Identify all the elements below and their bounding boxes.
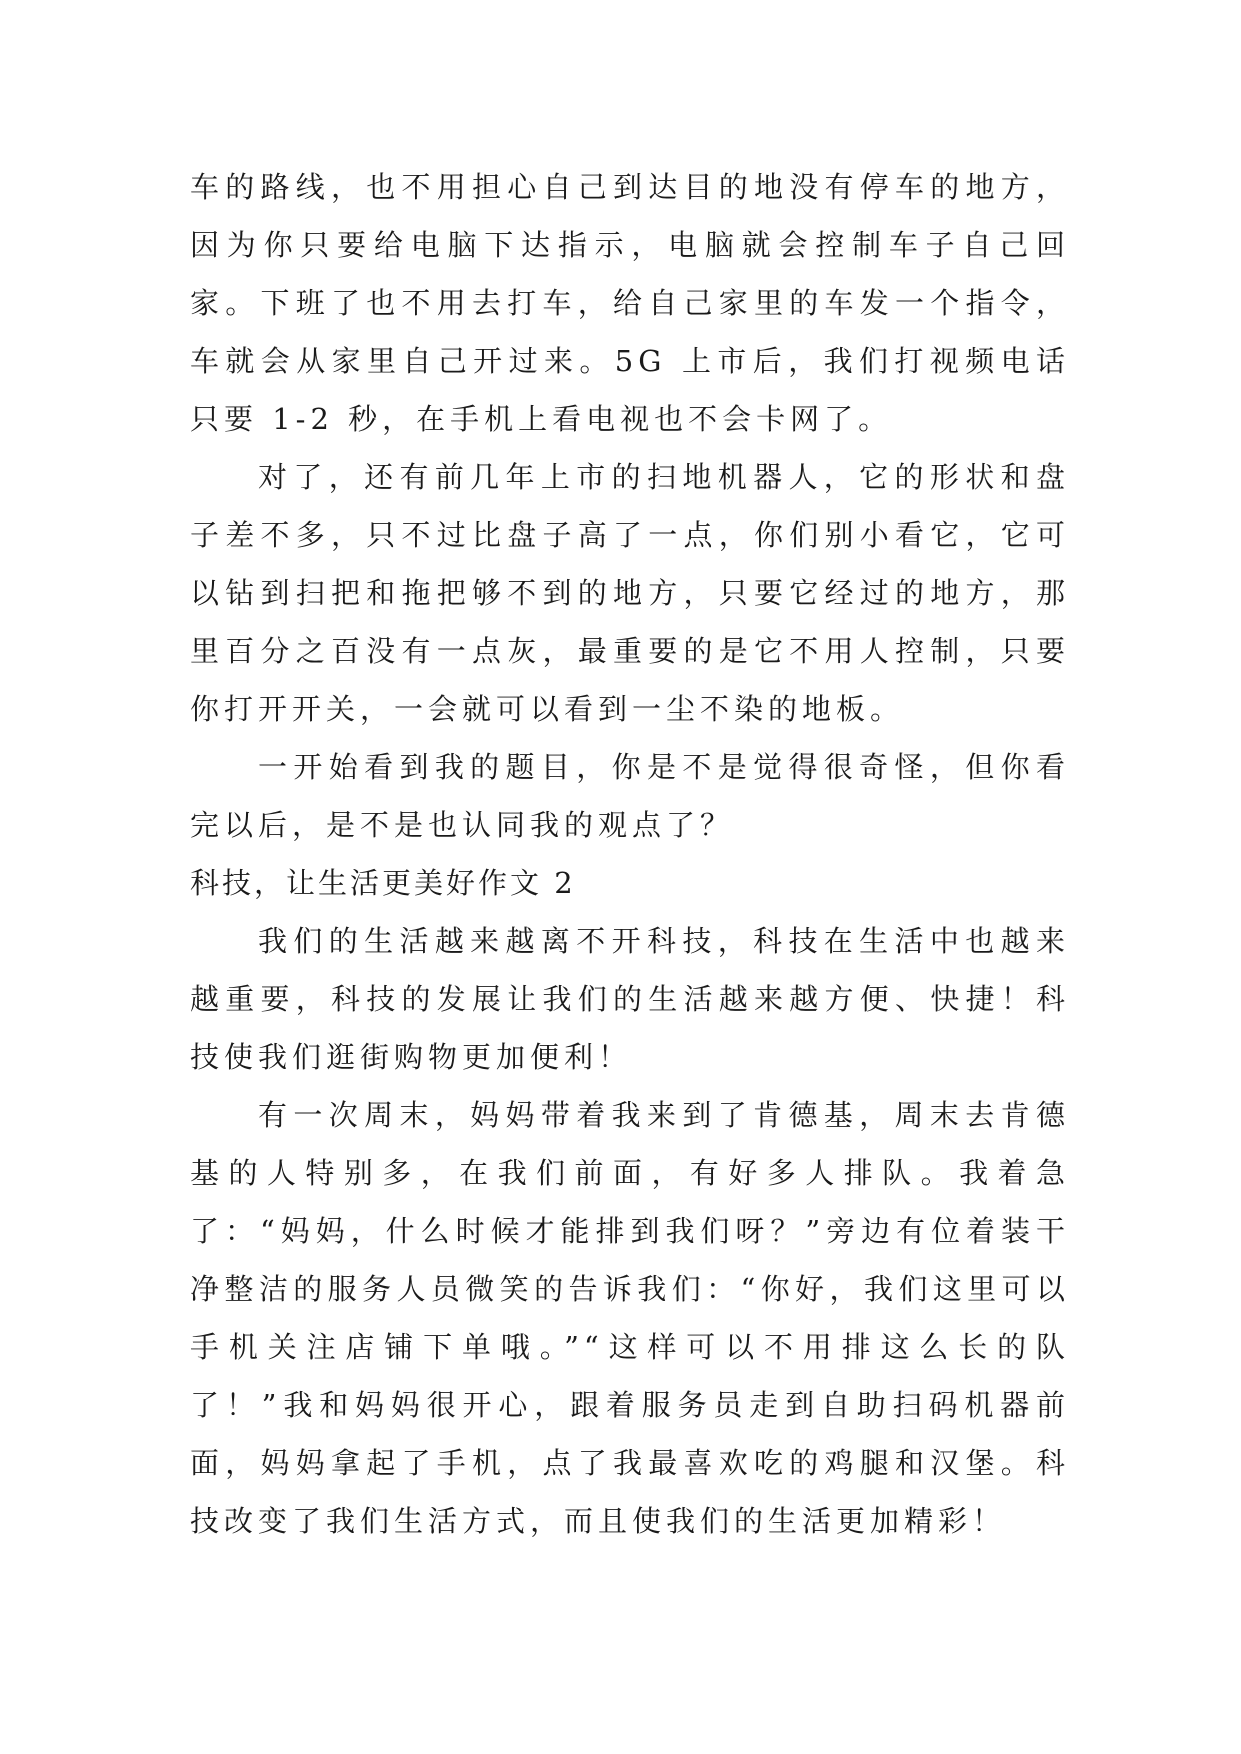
paragraph-1: 车的路线，也不用担心自己到达目的地没有停车的地方，因为你只要给电脑下达指示，电脑就会控制车子自己回家。下班了也不用去打车，给自己家里的车发一个指令，车就会从家里自己开过来。5G 上市后，我们打视频电话只要 1-2 秒，在手机上看电视也不会卡网了。 xyxy=(190,170,1070,436)
paragraph-4: 我们的生活越来越离不开科技，科技在生活中也越来越重要，科技的发展让我们的生活越来越方便、快捷！科技使我们逛街购物更加便利！ xyxy=(190,924,1070,1074)
document-body xyxy=(190,158,1070,1550)
paragraph-3: 一开始看到我的题目，你是不是觉得很奇怪，但你看完以后，是不是也认同我的观点了？ xyxy=(190,750,1070,842)
paragraph-2: 对了，还有前几年上市的扫地机器人，它的形状和盘子差不多，只不过比盘子高了一点，你们别小看它，它可以钻到扫把和拖把够不到的地方，只要它经过的地方，那里百分之百没有一点灰，最重要的是它不用人控制，只要你打开开关，一会就可以看到一尘不染的地板。 xyxy=(190,460,1070,726)
paragraph-5: 有一次周末，妈妈带着我来到了肯德基，周末去肯德基的人特别多，在我们前面，有好多人排队。我着急了：“妈妈，什么时候才能排到我们呀？”旁边有位着装干净整洁的服务人员微笑的告诉我们：“你好，我们这里可以手机关注店铺下单哦。”“这样可以不用排这么长的队了！”我和妈妈很开心，跟着服务员走到自助扫码机器前面，妈妈拿起了手机，点了我最喜欢吃的鸡腿和汉堡。科技改变了我们生活方式，而且使我们的生活更加精彩！ xyxy=(190,1098,1070,1538)
section-title: 科技，让生活更美好作文 2 xyxy=(190,866,576,900)
